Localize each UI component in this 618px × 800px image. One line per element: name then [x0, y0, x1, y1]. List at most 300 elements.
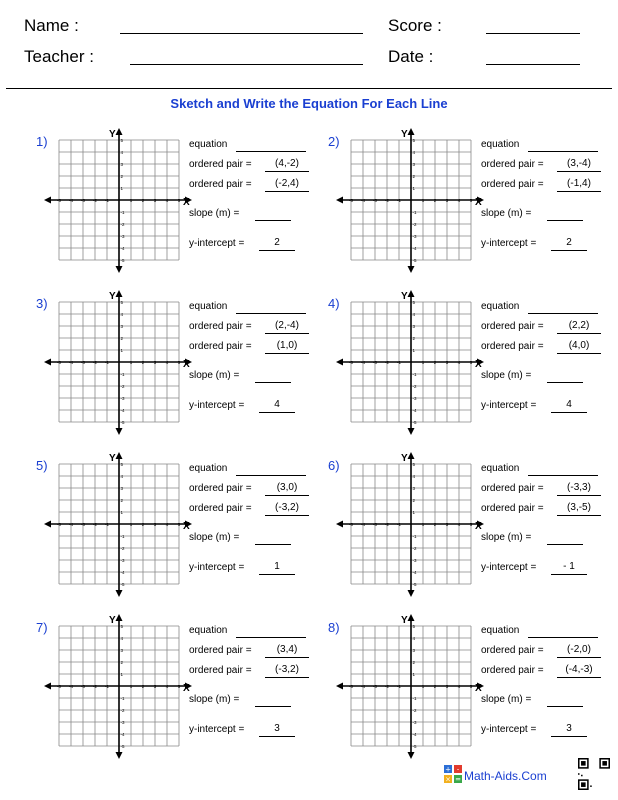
problem-4: [328, 290, 618, 440]
arrow-left-icon: [336, 197, 343, 204]
y-tick-label: 2: [120, 173, 124, 179]
ordered-pair-label: ordered pair =: [189, 503, 252, 514]
ordered-pair-label: ordered pair =: [189, 483, 252, 494]
ordered-pair-label: ordered pair =: [481, 483, 544, 494]
slope-field[interactable]: [547, 693, 583, 707]
arrow-down-icon: [116, 266, 123, 273]
ordered-pair-1[interactable]: (-2,0): [557, 644, 601, 658]
y-tick-label: -5: [120, 743, 125, 749]
arrow-up-icon: [116, 452, 123, 459]
y-tick-label: -3: [412, 233, 417, 239]
y-intercept-label: y-intercept =: [189, 562, 245, 573]
y-tick-label: -2: [412, 707, 417, 713]
x-tick-label: 1: [421, 684, 425, 689]
y-tick-label: 3: [120, 647, 124, 653]
ordered-pair-label: ordered pair =: [189, 159, 252, 170]
y-tick-label: -3: [412, 557, 417, 563]
slope-field[interactable]: [255, 531, 291, 545]
x-tick-label: -2: [92, 684, 98, 689]
x-tick-label: -3: [372, 198, 378, 203]
x-tick-label: -2: [384, 522, 390, 527]
ordered-pair-1[interactable]: (3,-4): [557, 158, 601, 172]
y-axis-label: Y: [401, 291, 408, 302]
equation-field[interactable]: [528, 300, 598, 314]
x-tick-label: 4: [165, 198, 169, 203]
y-intercept-value[interactable]: 4: [259, 399, 295, 413]
x-tick-label: 4: [165, 360, 169, 365]
ordered-pair-label: ordered pair =: [481, 321, 544, 332]
x-axis-label: X: [183, 359, 190, 370]
x-tick-label: 1: [129, 198, 133, 203]
y-tick-label: -4: [120, 245, 125, 251]
ordered-pair-2[interactable]: (3,-5): [557, 502, 601, 516]
x-tick-label: -5: [348, 684, 354, 689]
x-tick-label: 4: [457, 684, 461, 689]
score-field[interactable]: [486, 33, 580, 34]
y-tick-label: -4: [412, 407, 417, 413]
slope-label: slope (m) =: [189, 370, 240, 381]
y-tick-label: -2: [412, 383, 417, 389]
equation-field[interactable]: [236, 624, 306, 638]
y-intercept-label: y-intercept =: [481, 724, 537, 735]
y-tick-label: -1: [412, 371, 417, 377]
ordered-pair-2[interactable]: (4,0): [557, 340, 601, 354]
x-tick-label: -1: [396, 198, 402, 203]
x-tick-label: -5: [348, 360, 354, 365]
y-tick-label: -1: [412, 209, 417, 215]
problem-number: 1): [36, 134, 48, 149]
slope-label: slope (m) =: [189, 532, 240, 543]
x-tick-label: 1: [421, 360, 425, 365]
x-axis-label: X: [475, 521, 482, 532]
y-intercept-value[interactable]: 2: [259, 237, 295, 251]
y-tick-label: 2: [412, 659, 416, 665]
ordered-pair-1[interactable]: (2,2): [557, 320, 601, 334]
y-tick-label: 1: [120, 509, 124, 515]
y-tick-label: -3: [120, 395, 125, 401]
ordered-pair-1[interactable]: (4,-2): [265, 158, 309, 172]
y-tick-label: 5: [120, 461, 124, 467]
arrow-left-icon: [336, 683, 343, 690]
equation-label: equation: [189, 625, 228, 636]
arrow-up-icon: [408, 128, 415, 135]
equation-label: equation: [481, 139, 520, 150]
y-tick-label: -5: [412, 257, 417, 263]
y-tick-label: 4: [412, 635, 416, 641]
ordered-pair-label: ordered pair =: [481, 665, 544, 676]
slope-label: slope (m) =: [481, 208, 532, 219]
ordered-pair-1[interactable]: (3,0): [265, 482, 309, 496]
x-tick-label: 5: [177, 522, 181, 527]
site-name[interactable]: Math-Aids.Com: [464, 769, 547, 783]
y-tick-label: -1: [120, 533, 125, 539]
arrow-up-icon: [116, 614, 123, 621]
y-tick-label: -2: [120, 707, 125, 713]
date-label: Date :: [388, 47, 434, 66]
arrow-up-icon: [116, 290, 123, 297]
x-tick-label: -1: [396, 522, 402, 527]
y-tick-label: 4: [120, 311, 124, 317]
x-tick-label: 1: [421, 198, 425, 203]
x-tick-label: -1: [396, 684, 402, 689]
ordered-pair-1[interactable]: (3,4): [265, 644, 309, 658]
ordered-pair-2[interactable]: (-4,-3): [557, 664, 601, 678]
ordered-pair-2[interactable]: (-3,2): [265, 664, 309, 678]
y-tick-label: -5: [120, 257, 125, 263]
x-tick-label: -1: [396, 360, 402, 365]
equation-field[interactable]: [528, 462, 598, 476]
x-tick-label: -1: [104, 360, 110, 365]
x-tick-label: 5: [469, 360, 473, 365]
y-axis-label: Y: [401, 453, 408, 464]
y-intercept-label: y-intercept =: [189, 400, 245, 411]
x-tick-label: -2: [384, 684, 390, 689]
equation-label: equation: [481, 301, 520, 312]
y-tick-label: 1: [120, 347, 124, 353]
y-tick-label: -3: [412, 719, 417, 725]
ordered-pair-2[interactable]: (-3,2): [265, 502, 309, 516]
slope-field[interactable]: [547, 207, 583, 221]
y-tick-label: -4: [412, 731, 417, 737]
x-tick-label: 4: [457, 522, 461, 527]
equation-label: equation: [481, 625, 520, 636]
date-field[interactable]: [486, 64, 580, 65]
ordered-pair-label: ordered pair =: [189, 179, 252, 190]
slope-label: slope (m) =: [481, 532, 532, 543]
slope-label: slope (m) =: [189, 208, 240, 219]
x-tick-label: -5: [56, 522, 62, 527]
x-tick-label: 1: [129, 360, 133, 365]
x-tick-label: 1: [421, 522, 425, 527]
x-tick-label: -2: [92, 360, 98, 365]
ordered-pair-label: ordered pair =: [189, 321, 252, 332]
y-tick-label: -4: [120, 731, 125, 737]
arrow-left-icon: [336, 521, 343, 528]
equation-field[interactable]: [528, 138, 598, 152]
x-tick-label: -4: [360, 522, 366, 527]
problem-number: 2): [328, 134, 340, 149]
x-tick-label: 5: [469, 522, 473, 527]
y-tick-label: 2: [412, 335, 416, 341]
x-tick-label: 4: [165, 684, 169, 689]
y-intercept-value[interactable]: - 1: [551, 561, 587, 575]
svg-text:=: =: [455, 775, 461, 783]
teacher-label: Teacher :: [24, 47, 94, 66]
x-axis-label: X: [475, 197, 482, 208]
ordered-pair-1[interactable]: (2,-4): [265, 320, 309, 334]
score-label: Score :: [388, 16, 442, 35]
y-tick-label: 1: [412, 671, 416, 677]
y-intercept-label: y-intercept =: [481, 400, 537, 411]
arrow-left-icon: [44, 521, 51, 528]
y-tick-label: 5: [412, 623, 416, 629]
problem-number: 3): [36, 296, 48, 311]
y-tick-label: -1: [412, 695, 417, 701]
x-tick-label: 3: [445, 198, 449, 203]
y-tick-label: -3: [120, 233, 125, 239]
slope-field[interactable]: [255, 369, 291, 383]
x-tick-label: 5: [177, 198, 181, 203]
x-tick-label: 2: [433, 684, 437, 689]
x-tick-label: -3: [372, 360, 378, 365]
x-tick-label: -1: [104, 522, 110, 527]
y-axis-label: Y: [401, 615, 408, 626]
svg-text:-: -: [456, 765, 460, 774]
y-tick-label: 5: [412, 461, 416, 467]
y-tick-label: 3: [412, 485, 416, 491]
x-axis-label: X: [183, 521, 190, 532]
y-tick-label: -2: [412, 221, 417, 227]
x-tick-label: 3: [153, 684, 157, 689]
arrow-down-icon: [408, 752, 415, 759]
y-intercept-value[interactable]: 3: [259, 723, 295, 737]
y-tick-label: 5: [412, 137, 416, 143]
svg-text:×: ×: [445, 775, 451, 783]
x-tick-label: 3: [445, 684, 449, 689]
y-tick-label: 4: [412, 311, 416, 317]
y-tick-label: -3: [120, 557, 125, 563]
x-tick-label: -3: [372, 684, 378, 689]
x-tick-label: -4: [68, 198, 74, 203]
equation-field[interactable]: [236, 138, 306, 152]
arrow-left-icon: [336, 359, 343, 366]
y-tick-label: 3: [412, 161, 416, 167]
x-tick-label: -3: [80, 360, 86, 365]
y-axis-label: Y: [109, 129, 116, 140]
x-tick-label: -2: [384, 360, 390, 365]
problem-8: [328, 614, 618, 764]
coordinate-grid[interactable]: [44, 614, 194, 764]
y-tick-label: -4: [120, 569, 125, 575]
y-tick-label: -1: [412, 533, 417, 539]
y-axis-label: Y: [109, 291, 116, 302]
slope-field[interactable]: [547, 531, 583, 545]
equation-field[interactable]: [236, 462, 306, 476]
x-tick-label: 5: [177, 684, 181, 689]
y-tick-label: -1: [120, 209, 125, 215]
x-axis-label: X: [475, 683, 482, 694]
problem-number: 7): [36, 620, 48, 635]
y-tick-label: 2: [412, 497, 416, 503]
y-intercept-label: y-intercept =: [189, 238, 245, 249]
calculator-icon: [444, 765, 462, 783]
x-tick-label: 2: [141, 198, 145, 203]
y-tick-label: 5: [120, 137, 124, 143]
slope-field[interactable]: [547, 369, 583, 383]
y-tick-label: -2: [120, 383, 125, 389]
y-tick-label: -2: [412, 545, 417, 551]
arrow-up-icon: [116, 128, 123, 135]
problem-6: [328, 452, 618, 602]
x-tick-label: -4: [68, 360, 74, 365]
x-tick-label: -5: [348, 522, 354, 527]
slope-field[interactable]: [255, 693, 291, 707]
y-tick-label: -5: [120, 419, 125, 425]
x-tick-label: 1: [129, 522, 133, 527]
arrow-down-icon: [408, 590, 415, 597]
y-tick-label: 1: [120, 671, 124, 677]
name-field[interactable]: [120, 33, 363, 34]
equation-label: equation: [189, 139, 228, 150]
ordered-pair-label: ordered pair =: [481, 179, 544, 190]
arrow-down-icon: [116, 752, 123, 759]
y-tick-label: 2: [120, 659, 124, 665]
y-tick-label: 4: [412, 149, 416, 155]
slope-label: slope (m) =: [481, 694, 532, 705]
arrow-down-icon: [408, 428, 415, 435]
y-tick-label: -3: [120, 719, 125, 725]
problem-number: 5): [36, 458, 48, 473]
svg-text:+: +: [445, 765, 451, 774]
x-tick-label: 2: [433, 198, 437, 203]
y-tick-label: 4: [120, 635, 124, 641]
ordered-pair-2[interactable]: (-1,4): [557, 178, 601, 192]
arrow-down-icon: [116, 590, 123, 597]
y-tick-label: 2: [120, 335, 124, 341]
x-tick-label: -3: [372, 522, 378, 527]
ordered-pair-label: ordered pair =: [189, 645, 252, 656]
arrow-down-icon: [116, 428, 123, 435]
coordinate-grid[interactable]: [336, 614, 486, 764]
name-label: Name :: [24, 16, 79, 35]
coordinate-grid[interactable]: [44, 452, 194, 602]
coordinate-grid[interactable]: [336, 290, 486, 440]
x-tick-label: -1: [104, 198, 110, 203]
x-axis-label: X: [183, 683, 190, 694]
x-tick-label: 1: [129, 684, 133, 689]
x-tick-label: -4: [68, 522, 74, 527]
equation-label: equation: [481, 463, 520, 474]
ordered-pair-label: ordered pair =: [481, 159, 544, 170]
y-axis-label: Y: [109, 615, 116, 626]
y-tick-label: 3: [412, 647, 416, 653]
ordered-pair-2[interactable]: (1,0): [265, 340, 309, 354]
y-intercept-value[interactable]: 3: [551, 723, 587, 737]
ordered-pair-label: ordered pair =: [189, 341, 252, 352]
problem-3: [36, 290, 326, 440]
x-tick-label: 3: [153, 522, 157, 527]
slope-label: slope (m) =: [189, 694, 240, 705]
x-tick-label: -2: [384, 198, 390, 203]
x-tick-label: 2: [141, 360, 145, 365]
y-tick-label: -5: [412, 743, 417, 749]
problem-7: [36, 614, 326, 764]
y-tick-label: 3: [120, 323, 124, 329]
arrow-up-icon: [408, 614, 415, 621]
arrow-up-icon: [408, 290, 415, 297]
arrow-left-icon: [44, 683, 51, 690]
y-tick-label: -3: [412, 395, 417, 401]
coordinate-grid[interactable]: [336, 128, 486, 278]
slope-field[interactable]: [255, 207, 291, 221]
y-tick-label: -1: [120, 371, 125, 377]
equation-label: equation: [189, 463, 228, 474]
y-intercept-label: y-intercept =: [189, 724, 245, 735]
arrow-down-icon: [408, 266, 415, 273]
x-tick-label: 3: [153, 360, 157, 365]
x-tick-label: -3: [80, 522, 86, 527]
y-intercept-label: y-intercept =: [481, 562, 537, 573]
y-tick-label: -5: [120, 581, 125, 587]
y-tick-label: -4: [412, 245, 417, 251]
x-tick-label: -4: [68, 684, 74, 689]
ordered-pair-1[interactable]: (-3,3): [557, 482, 601, 496]
x-tick-label: -2: [92, 522, 98, 527]
x-tick-label: -4: [360, 360, 366, 365]
problem-5: [36, 452, 326, 602]
y-tick-label: -4: [120, 407, 125, 413]
x-tick-label: -5: [56, 198, 62, 203]
y-tick-label: 5: [412, 299, 416, 305]
y-tick-label: -5: [412, 581, 417, 587]
x-tick-label: -5: [56, 684, 62, 689]
x-tick-label: -3: [80, 198, 86, 203]
y-axis-label: Y: [109, 453, 116, 464]
x-tick-label: 5: [469, 684, 473, 689]
problem-number: 6): [328, 458, 340, 473]
coordinate-grid[interactable]: [44, 128, 194, 278]
x-tick-label: 3: [153, 198, 157, 203]
x-tick-label: -4: [360, 198, 366, 203]
x-tick-label: -5: [348, 198, 354, 203]
ordered-pair-label: ordered pair =: [481, 503, 544, 514]
x-tick-label: 2: [433, 360, 437, 365]
y-tick-label: 3: [412, 323, 416, 329]
x-tick-label: 3: [445, 522, 449, 527]
y-tick-label: -4: [412, 569, 417, 575]
y-intercept-value[interactable]: 2: [551, 237, 587, 251]
x-tick-label: 2: [141, 684, 145, 689]
y-tick-label: 4: [120, 473, 124, 479]
coordinate-grid[interactable]: [336, 452, 486, 602]
x-tick-label: 3: [445, 360, 449, 365]
header-divider: [6, 88, 612, 89]
equation-field[interactable]: [528, 624, 598, 638]
slope-label: slope (m) =: [481, 370, 532, 381]
equation-field[interactable]: [236, 300, 306, 314]
arrow-up-icon: [408, 452, 415, 459]
y-intercept-value[interactable]: 4: [551, 399, 587, 413]
x-tick-label: -2: [92, 198, 98, 203]
problem-2: [328, 128, 618, 278]
problem-number: 4): [328, 296, 340, 311]
arrow-left-icon: [44, 359, 51, 366]
y-tick-label: -1: [120, 695, 125, 701]
ordered-pair-label: ordered pair =: [481, 341, 544, 352]
ordered-pair-2[interactable]: (-2,4): [265, 178, 309, 192]
x-tick-label: -3: [80, 684, 86, 689]
ordered-pair-label: ordered pair =: [189, 665, 252, 676]
x-axis-label: X: [183, 197, 190, 208]
arrow-left-icon: [44, 197, 51, 204]
x-tick-label: 2: [433, 522, 437, 527]
y-tick-label: 1: [412, 347, 416, 353]
y-tick-label: 4: [412, 473, 416, 479]
y-tick-label: 1: [120, 185, 124, 191]
x-tick-label: -5: [56, 360, 62, 365]
y-intercept-label: y-intercept =: [481, 238, 537, 249]
y-tick-label: 1: [412, 509, 416, 515]
x-tick-label: 2: [141, 522, 145, 527]
y-axis-label: Y: [401, 129, 408, 140]
y-tick-label: 3: [120, 161, 124, 167]
x-tick-label: 5: [177, 360, 181, 365]
y-intercept-value[interactable]: 1: [259, 561, 295, 575]
teacher-field[interactable]: [130, 64, 363, 65]
coordinate-grid[interactable]: [44, 290, 194, 440]
x-tick-label: -1: [104, 684, 110, 689]
y-tick-label: 4: [120, 149, 124, 155]
